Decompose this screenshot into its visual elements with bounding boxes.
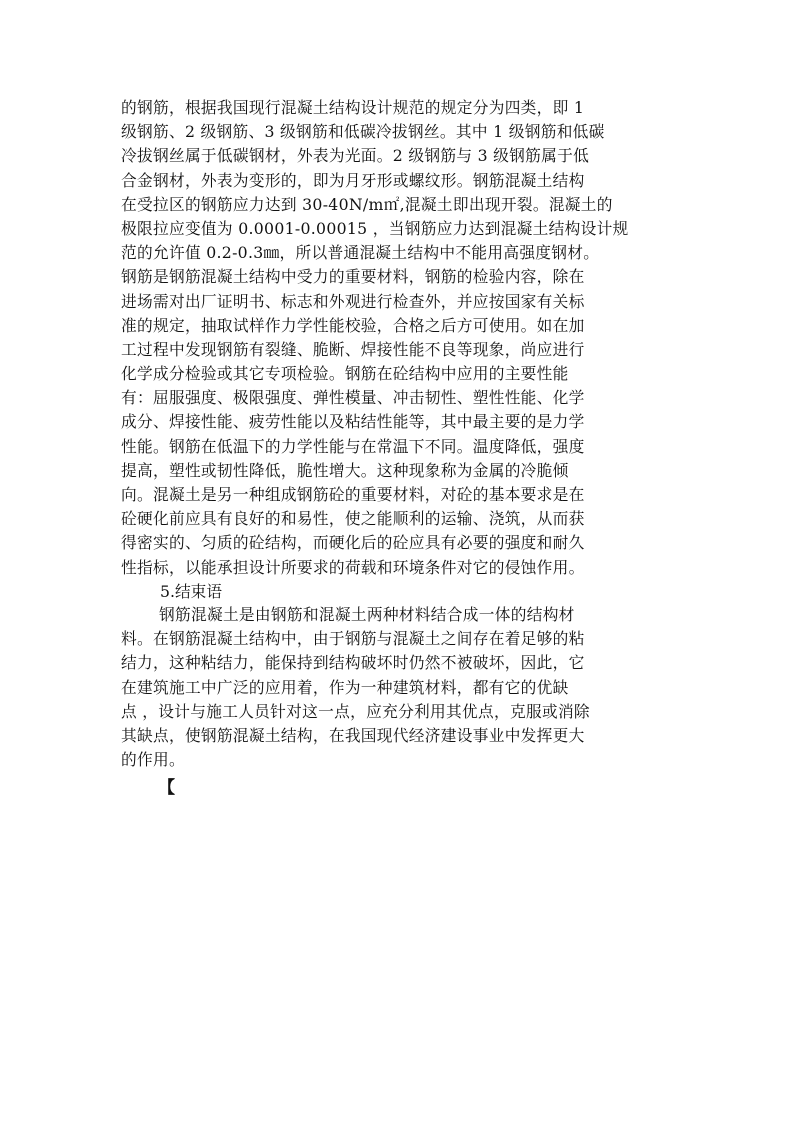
text-line: 砼硬化前应具有良好的和易性，使之能顺利的运输、浇筑，从而获 [121,509,585,529]
text-line: 钢筋是钢筋混凝土结构中受力的重要材料，钢筋的检验内容，除在 [121,267,585,287]
text-line: 合金钢材，外表为变形的，即为月牙形或螺纹形。钢筋混凝土结构 [121,170,585,190]
text-line: 向。混凝土是另一种组成钢筋砼的重要材料，对砼的基本要求是在 [121,485,585,504]
text-line: 化学成分检验或其它专项检验。钢筋在砼结构中应用的主要性能 [121,364,569,384]
section-heading: 5.结束语 [160,582,223,601]
trailing-bracket: 【 [158,778,175,798]
body-paragraph-2 [121,603,673,772]
text-line: 的作用。 [121,750,185,770]
text-line: 点 ，设计与施工人员针对这一点，应充分利用其优点，克服或消除 [121,701,590,721]
text-line: 料。在钢筋混凝土结构中，由于钢筋与混凝土之间存在着足够的粘 [121,629,585,649]
text-line: 在建筑施工中广泛的应用着，作为一种建筑材料，都有它的优缺 [121,677,569,697]
body-paragraph-1 [121,96,673,580]
text-line: 成分、焊接性能、疲劳性能以及粘结性能等，其中最主要的是力学 [121,412,585,432]
text-line: 进场需对出厂证明书、标志和外观进行检查外，并应按国家有关标 [121,291,585,311]
text-line: 冷拔钢丝属于低碳钢材，外表为光面。2 级钢筋与 3 级钢筋属于低 [121,146,590,166]
text-line: 工过程中发现钢筋有裂缝、脆断、焊接性能不良等现象，尚应进行 [121,339,585,359]
text-line: 结力，这种粘结力，能保持到结构破坏时仍然不被破坏，因此，它 [121,653,585,673]
text-line: 钢筋混凝土是由钢筋和混凝土两种材料结合成一体的结构材 [159,605,575,624]
text-line: 提高，塑性或韧性降低，脆性增大。这种现象称为金属的冷脆倾 [121,460,569,480]
text-line: 在受拉区的钢筋应力达到 30-40N/m㎡,混凝土即出现开裂。混凝土的 [121,194,613,214]
text-line: 性能。钢筋在低温下的力学性能与在常温下不同。温度降低，强度 [121,436,585,456]
text-line: 得密实的、匀质的砼结构，而硬化后的砼应具有必要的强度和耐久 [121,533,585,553]
text-line: 有：屈服强度、极限强度、弹性模量、冲击韧性、塑性性能、化学 [121,388,585,408]
text-line: 级钢筋、2 级钢筋、3 级钢筋和低碳冷拔钢丝。其中 1 级钢筋和低碳 [121,122,605,142]
text-line: 极限拉应变值为 0.0001-0.00015 ，当钢筋应力达到混凝土结构设计规 [121,218,629,238]
text-line: 其缺点，使钢筋混凝土结构，在我国现代经济建设事业中发挥更大 [121,725,585,745]
text-line: 范的允许值 0.2-0.3㎜，所以普通混凝土结构中不能用高强度钢材。 [121,243,600,263]
text-line: 性指标，以能承担设计所要求的荷载和环境条件对它的侵蚀作用。 [121,557,585,577]
text-line: 的钢筋，根据我国现行混凝土结构设计规范的规定分为四类，即 1 [121,98,585,117]
text-line: 准的规定，抽取试样作力学性能校验，合格之后方可使用。如在加 [121,315,585,335]
